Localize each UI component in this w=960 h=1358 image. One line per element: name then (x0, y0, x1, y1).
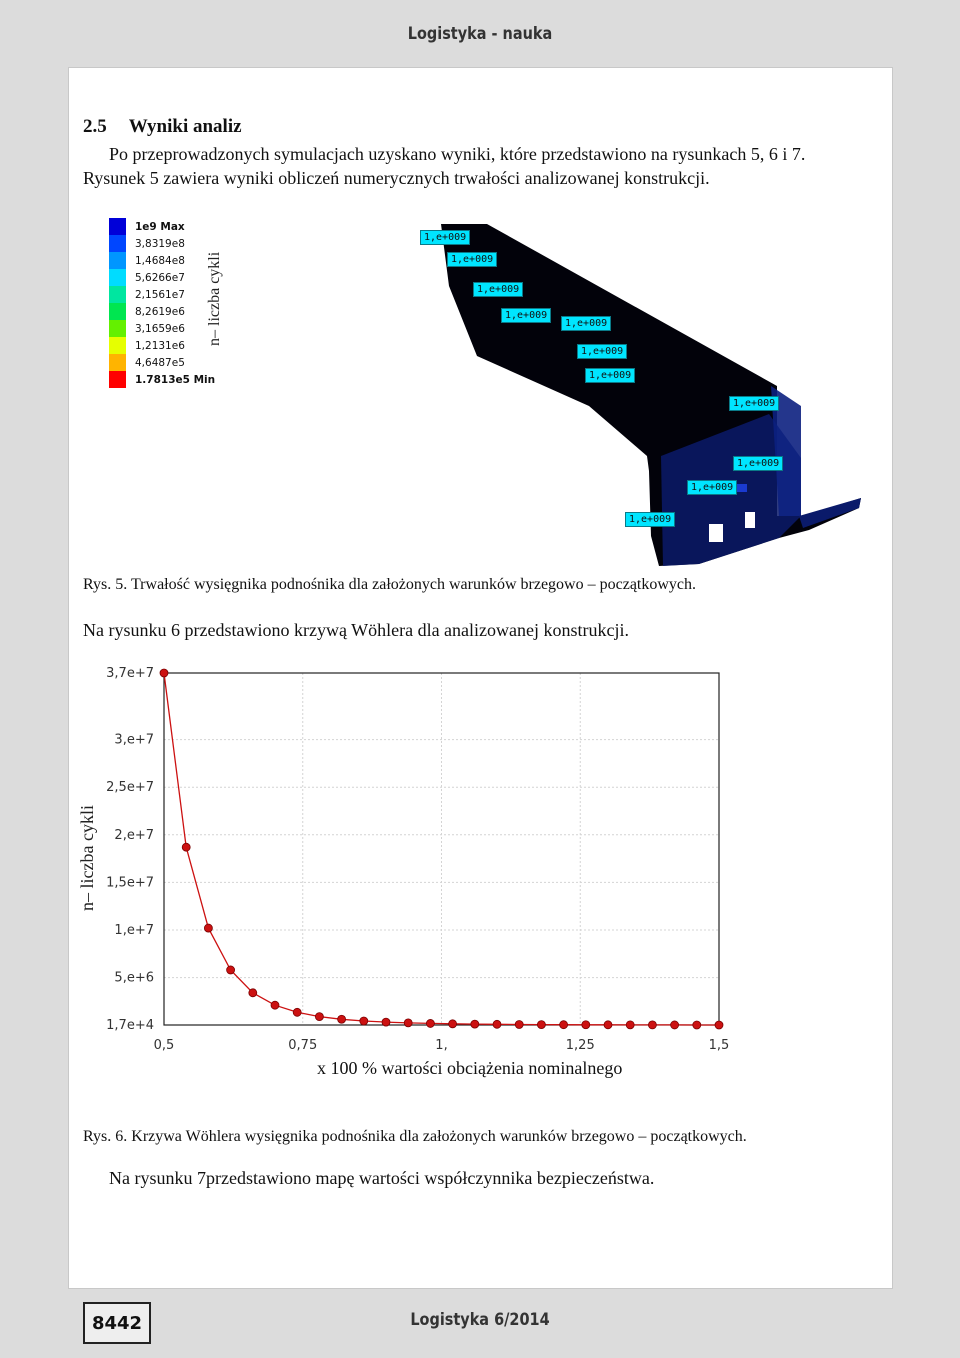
x-tick-label: 1,25 (565, 1038, 595, 1053)
y-tick-label: 1,e+7 (114, 922, 154, 938)
data-point (182, 843, 190, 851)
data-point (582, 1021, 590, 1029)
page-number-box: 8442 (83, 1302, 151, 1344)
life-value-tag: 1,e+009 (733, 456, 783, 471)
x-tick-label: 0,5 (153, 1038, 175, 1053)
chart-x-axis-label: x 100 % wartości obciążenia nominalnego (317, 1058, 623, 1078)
data-point (249, 989, 257, 997)
legend-label: 5,6266e7 (135, 271, 185, 284)
section-number: 2.5 (83, 116, 107, 137)
data-point (493, 1020, 501, 1028)
data-point (404, 1019, 412, 1027)
x-tick-label: 1, (435, 1038, 448, 1053)
paragraph-figure7-intro: Na rysunku 7przedstawiono mapę wartości współczynnika bezpieczeństwa. (109, 1168, 655, 1188)
data-point (449, 1020, 457, 1028)
life-value-tag: 1,e+009 (473, 282, 523, 297)
data-point (271, 1001, 279, 1009)
life-value-tag: 1,e+009 (625, 512, 675, 527)
y-tick-label: 1,5e+7 (106, 875, 154, 891)
y-tick-label: 5,e+6 (114, 970, 154, 986)
life-value-tag: 1,e+009 (420, 230, 470, 245)
life-value-tag: 1,e+009 (577, 344, 627, 359)
life-value-tag: 1,e+009 (447, 252, 497, 267)
data-point (382, 1018, 390, 1026)
x-tick-label: 0,75 (288, 1038, 318, 1053)
x-tick-label: 1,5 (708, 1038, 730, 1053)
legend-label: 3,8319e8 (135, 237, 185, 250)
legend-label: 4,6487e5 (135, 356, 185, 369)
legend-label: 1,4684e8 (135, 254, 185, 267)
paragraph-line: Po przeprowadzonych symulacjach uzyskano wyniki, które przedstawiono na rysunkach 5, 6 i 7. (109, 144, 806, 164)
data-point (204, 924, 212, 932)
data-point (515, 1020, 523, 1028)
data-point (160, 669, 168, 677)
data-point (604, 1021, 612, 1029)
figure5-caption: Rys. 5. Trwałość wysięgnika podnośnika dla założonych warunków brzegowo – początkowych. (83, 576, 697, 593)
data-point (715, 1021, 723, 1029)
legend-label: 3,1659e6 (135, 322, 185, 335)
data-point (626, 1021, 634, 1029)
legend-label: 1,2131e6 (135, 339, 185, 352)
page-sheet (68, 67, 893, 1289)
life-value-tags (69, 68, 892, 588)
journal-issue: Logistyka 6/2014 (410, 1310, 550, 1330)
y-tick-label: 1,7e+4 (106, 1018, 154, 1033)
woehler-curve-chart (89, 658, 769, 1058)
y-tick-label: 2,5e+7 (106, 780, 154, 796)
data-point (693, 1021, 701, 1029)
section-title: Wyniki analiz (128, 116, 242, 137)
running-header: Logistyka - nauka (407, 24, 553, 44)
legend-label: 1.7813e5 Min (135, 373, 216, 386)
y-tick-label: 3,7e+7 (106, 666, 154, 681)
legend-label: 8,2619e6 (135, 305, 185, 318)
life-value-tag: 1,e+009 (729, 396, 779, 411)
figure6-caption: Rys. 6. Krzywa Wöhlera wysięgnika podnośnika dla założonych warunków brzegowo – początkowych. (83, 1128, 747, 1145)
data-point (648, 1021, 656, 1029)
data-point (227, 966, 235, 974)
life-value-tag: 1,e+009 (687, 480, 737, 495)
data-point (338, 1015, 346, 1023)
y-tick-label: 2,e+7 (114, 827, 154, 843)
life-value-tag: 1,e+009 (561, 316, 611, 331)
legend-label: 1e9 Max (135, 220, 185, 233)
data-point (426, 1019, 434, 1027)
chart-y-axis-label: n– liczba cykli (77, 805, 97, 911)
legend-axis-label: n– liczba cykli (206, 251, 223, 346)
life-value-tag: 1,e+009 (501, 308, 551, 323)
paragraph-line: Rysunek 5 zawiera wyniki obliczeń numerycznych trwałości analizowanej konstrukcji. (83, 168, 710, 188)
data-point (671, 1021, 679, 1029)
life-value-tag: 1,e+009 (585, 368, 635, 383)
paragraph-figure6-intro: Na rysunku 6 przedstawiono krzywą Wöhlera dla analizowanej konstrukcji. (83, 620, 629, 640)
y-tick-label: 3,e+7 (114, 732, 154, 748)
data-point (537, 1021, 545, 1029)
data-point (315, 1013, 323, 1021)
data-point (293, 1008, 301, 1016)
data-point (560, 1021, 568, 1029)
data-point (471, 1020, 479, 1028)
data-point (360, 1017, 368, 1025)
legend-label: 2,1561e7 (135, 288, 185, 301)
